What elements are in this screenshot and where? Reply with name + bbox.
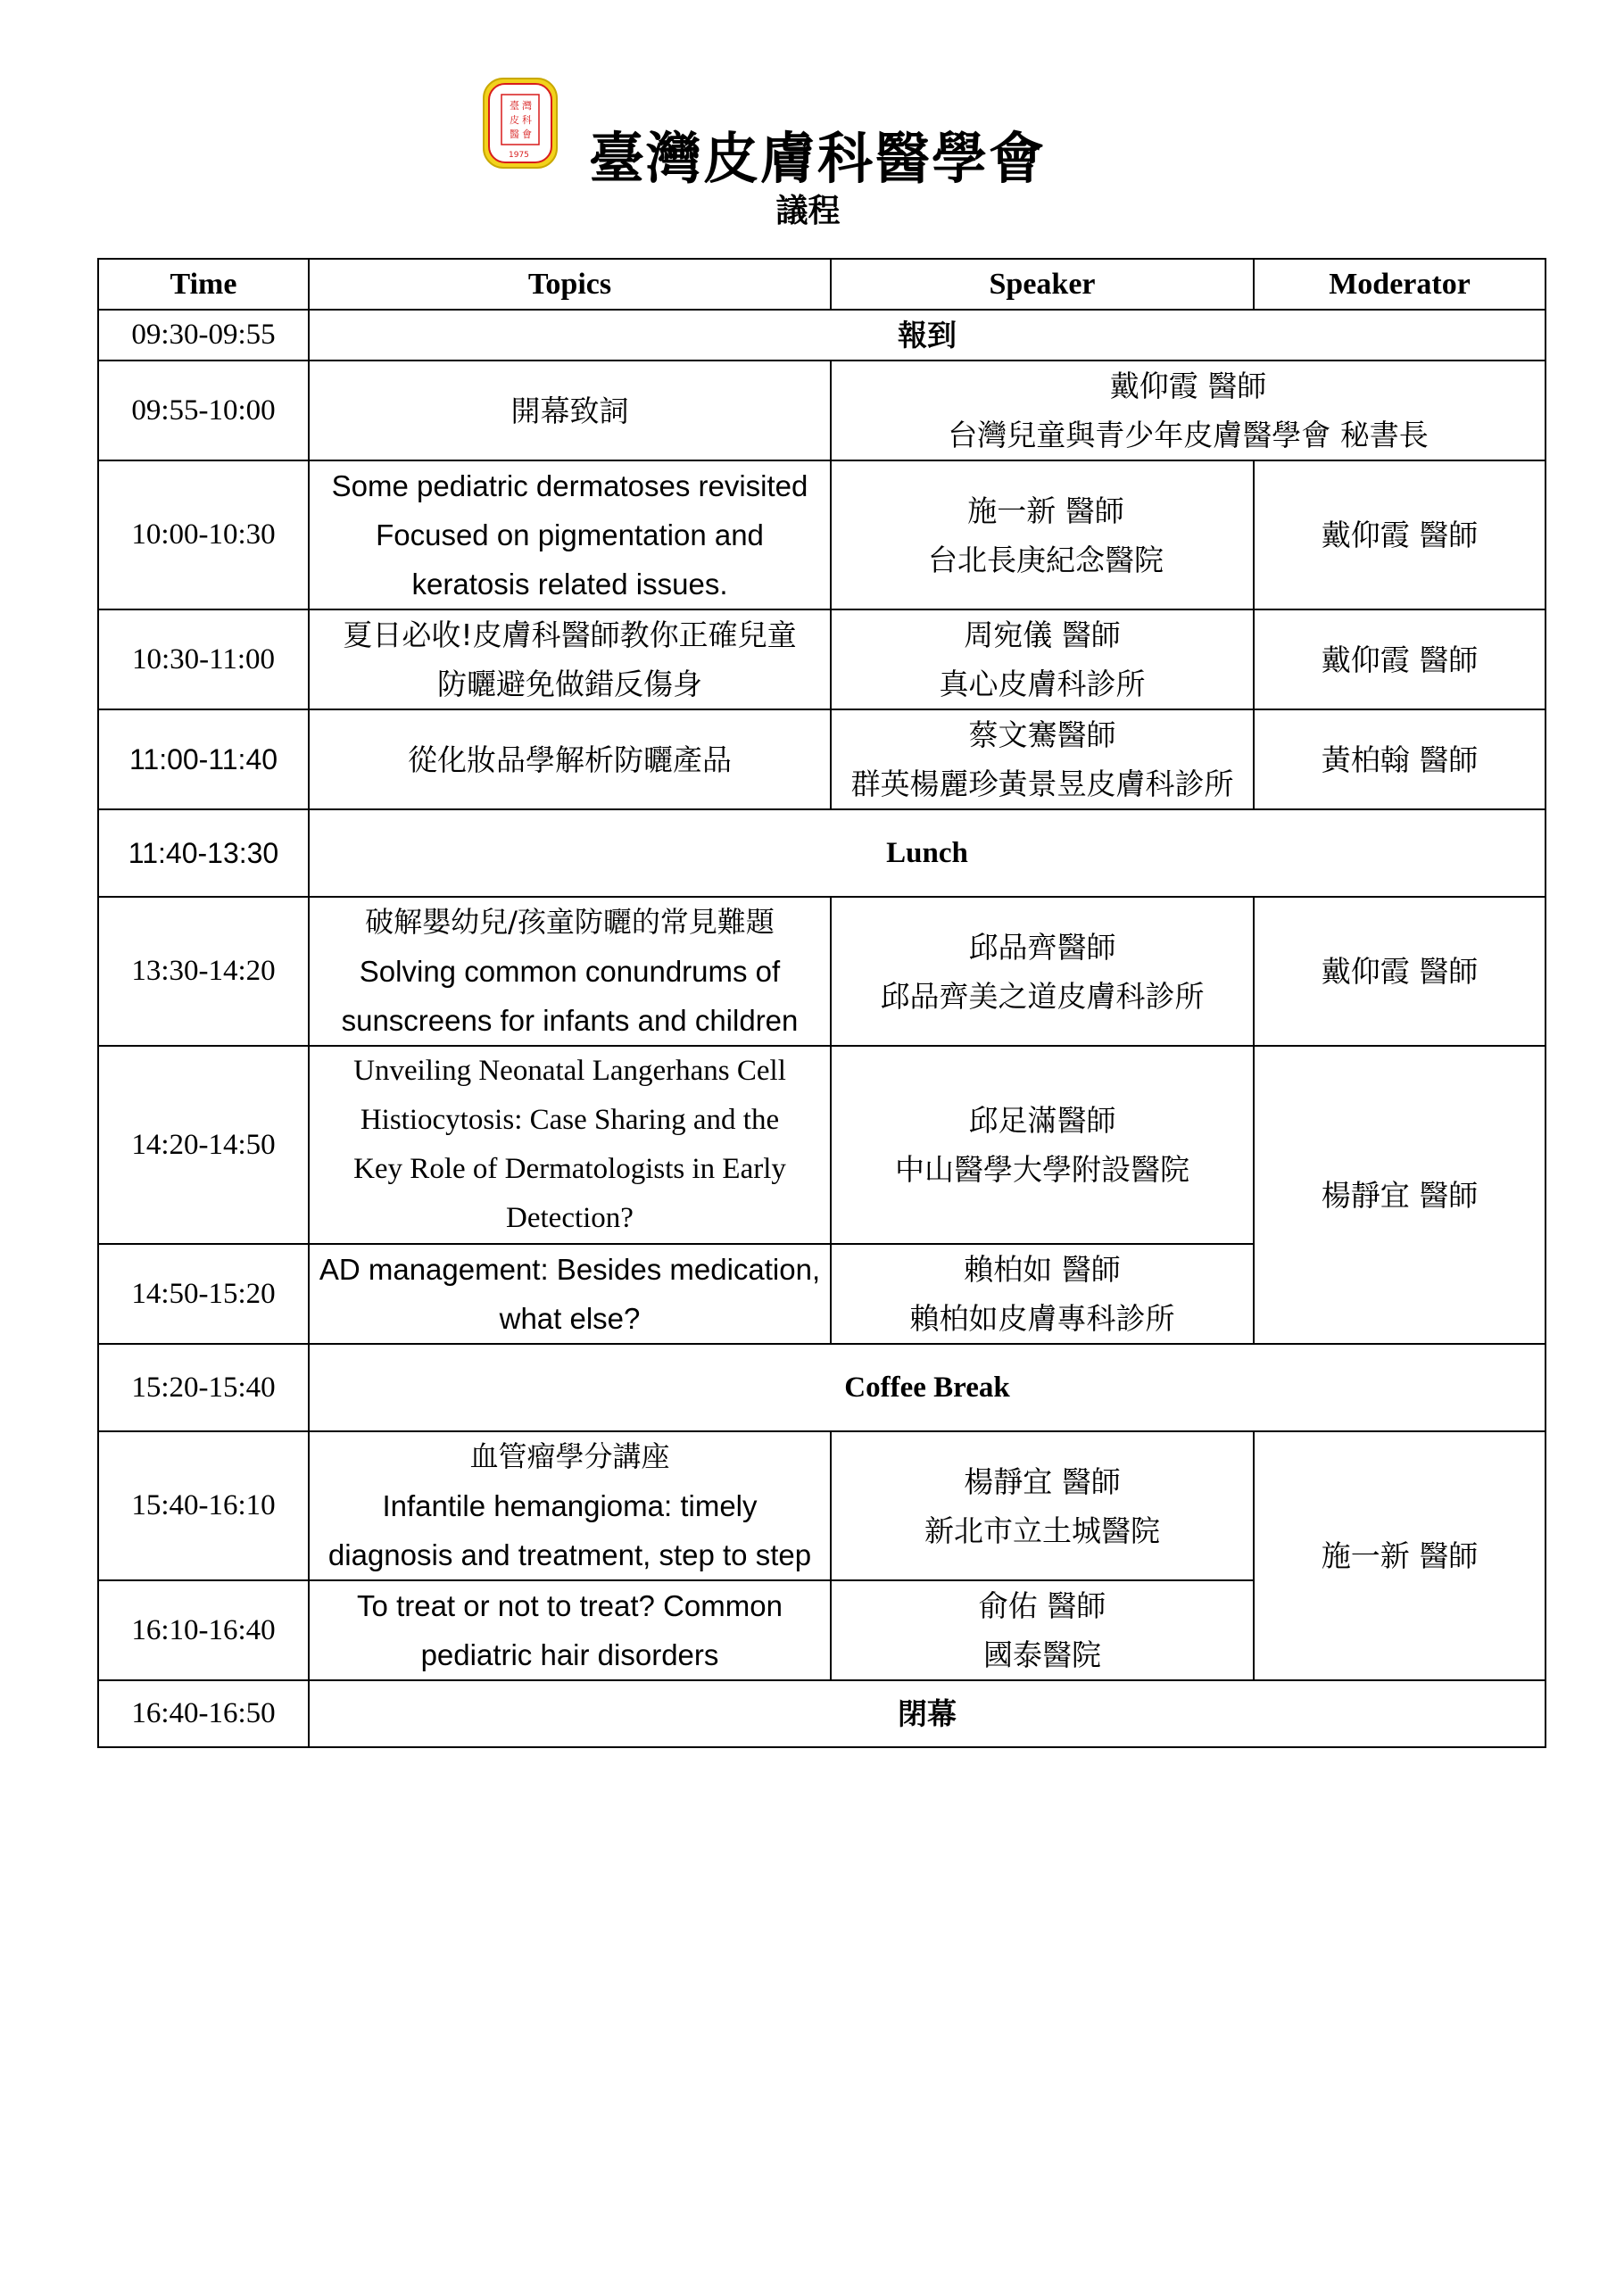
moderator-cell: 施一新 醫師: [1254, 1431, 1546, 1680]
table-row: [98, 809, 1546, 897]
table-row: [98, 460, 1546, 609]
lunch-cell: Lunch: [309, 809, 1546, 897]
time-cell: 10:30-11:00: [98, 609, 309, 709]
svg-text:醫: 醫: [510, 128, 519, 140]
speaker-affiliation: 中山醫學大學附設醫院: [895, 1152, 1189, 1187]
topic-line: To treat or not to treat? Common: [357, 1589, 783, 1622]
table-row: [98, 361, 1546, 460]
topic-cell: [309, 1046, 831, 1244]
svg-text:會: 會: [522, 128, 532, 140]
speaker-name: 戴仰霞 醫師: [1109, 369, 1267, 403]
speaker-name: 施一新 醫師: [967, 493, 1124, 528]
table-row: [98, 897, 1546, 1046]
topic-line: pediatric hair disorders: [420, 1638, 719, 1671]
speaker-affiliation: 賴柏如皮膚專科診所: [909, 1301, 1175, 1336]
speaker-cell: [831, 1046, 1254, 1244]
speaker-name: 賴柏如 醫師: [964, 1252, 1121, 1287]
coffee-break-cell: Coffee Break: [309, 1344, 1546, 1431]
speaker-cell: [831, 1580, 1254, 1680]
closing-cell: 閉幕: [309, 1680, 1546, 1747]
speaker-cell: [831, 361, 1546, 460]
topic-line: diagnosis and treatment, step to step: [327, 1538, 812, 1571]
topic-line: Some pediatric dermatoses revisited: [331, 469, 808, 502]
topic-line: AD management: Besides medication,: [319, 1253, 821, 1286]
speaker-affiliation: 台北長庚紀念醫院: [928, 542, 1164, 577]
topic-line: 從化妝品學解析防曬產品: [408, 742, 732, 777]
topic-line: 血管瘤學分講座: [469, 1439, 670, 1473]
speaker-affiliation: 台灣兒童與青少年皮膚醫學會 秘書長: [948, 418, 1429, 452]
time-cell: 14:50-15:20: [98, 1244, 309, 1344]
page-header: [0, 71, 1616, 241]
table-row: [98, 1046, 1546, 1244]
topic-line: sunscreens for infants and children: [341, 1004, 799, 1037]
time-cell: 14:20-14:50: [98, 1046, 309, 1244]
column-header-moderator: Moderator: [1254, 259, 1546, 310]
moderator-cell: 黃柏翰 醫師: [1254, 709, 1546, 809]
svg-text:灣: 灣: [522, 100, 532, 112]
moderator-cell: 戴仰霞 醫師: [1254, 897, 1546, 1046]
time-cell: 11:40-13:30: [98, 809, 309, 897]
moderator-cell: 戴仰霞 醫師: [1254, 460, 1546, 609]
topic-line: Solving common conundrums of: [359, 955, 781, 988]
speaker-name: 楊靜宜 醫師: [964, 1463, 1121, 1499]
time-cell: 09:30-09:55: [98, 310, 309, 361]
table-row: [98, 1344, 1546, 1431]
topic-line: Focused on pigmentation and: [376, 518, 764, 551]
time-cell: 10:00-10:30: [98, 460, 309, 609]
column-header-time: Time: [98, 259, 309, 310]
speaker-name: 俞佑 醫師: [978, 1588, 1106, 1623]
topic-line: 開幕致詞: [510, 393, 629, 428]
topic-cell: [309, 1244, 831, 1344]
topic-line: Unveiling Neonatal Langerhans Cell: [353, 1055, 786, 1087]
table-row: [98, 1680, 1546, 1747]
organization-title: 臺灣皮膚科醫學會: [589, 126, 1047, 191]
speaker-name: 邱品齊醫師: [968, 929, 1116, 965]
agenda-table: [97, 258, 1546, 1748]
topic-cell: [309, 897, 831, 1046]
agenda-subtitle: 議程: [775, 193, 841, 229]
speaker-affiliation: 邱品齊美之道皮膚科診所: [880, 978, 1205, 1014]
registration-cell: 報到: [309, 310, 1546, 361]
time-cell: 13:30-14:20: [98, 897, 309, 1046]
time-cell: 15:20-15:40: [98, 1344, 309, 1431]
speaker-affiliation: 真心皮膚科診所: [939, 667, 1146, 701]
speaker-cell: [831, 460, 1254, 609]
column-header-speaker: Speaker: [831, 259, 1254, 310]
speaker-affiliation: 新北市立土城醫院: [924, 1513, 1160, 1548]
time-cell: 15:40-16:10: [98, 1431, 309, 1580]
time-cell: 16:10-16:40: [98, 1580, 309, 1680]
speaker-cell: [831, 709, 1254, 809]
table-row: [98, 310, 1546, 361]
moderator-cell: 戴仰霞 醫師: [1254, 609, 1546, 709]
topic-line: Detection?: [506, 1202, 634, 1234]
topic-line: Infantile hemangioma: timely: [382, 1489, 758, 1522]
topic-line: Histiocytosis: Case Sharing and the: [360, 1104, 780, 1136]
speaker-name: 周宛儀 醫師: [964, 618, 1121, 652]
topic-cell: [309, 709, 831, 809]
topic-cell: [309, 609, 831, 709]
moderator-cell: 楊靜宜 醫師: [1254, 1046, 1546, 1344]
topic-cell: [309, 460, 831, 609]
speaker-cell: [831, 609, 1254, 709]
topic-cell: [309, 361, 831, 460]
topic-line: keratosis related issues.: [411, 568, 728, 601]
speaker-name: 邱足滿醫師: [968, 1103, 1116, 1138]
topic-cell: [309, 1431, 831, 1580]
svg-text:臺: 臺: [510, 100, 519, 112]
topic-cell: [309, 1580, 831, 1680]
column-header-topics: Topics: [309, 259, 831, 310]
svg-text:科: 科: [522, 114, 532, 126]
topic-line: 破解嬰幼兒/孩童防曬的常見難題: [365, 905, 775, 939]
topic-line: what else?: [499, 1302, 641, 1335]
table-header-row: [98, 259, 1546, 310]
topic-line: Key Role of Dermatologists in Early: [353, 1153, 786, 1185]
table-row: [98, 709, 1546, 809]
svg-text:1975: 1975: [509, 151, 529, 160]
speaker-name: 蔡文騫醫師: [968, 717, 1116, 752]
logo-seal-icon: [482, 77, 559, 170]
speaker-cell: [831, 1244, 1254, 1344]
table-row: [98, 609, 1546, 709]
topic-line: 防曬避免做錯反傷身: [437, 667, 702, 701]
time-cell: 09:55-10:00: [98, 361, 309, 460]
speaker-cell: [831, 1431, 1254, 1580]
table-row: [98, 1431, 1546, 1580]
time-cell: 16:40-16:50: [98, 1680, 309, 1747]
speaker-cell: [831, 897, 1254, 1046]
time-cell: 11:00-11:40: [98, 709, 309, 809]
svg-text:皮: 皮: [510, 114, 519, 126]
speaker-affiliation: 群英楊麗珍黃景昱皮膚科診所: [850, 767, 1234, 801]
topic-line: 夏日必收!皮膚科醫師教你正確兒童: [343, 618, 797, 652]
speaker-affiliation: 國泰醫院: [983, 1637, 1101, 1672]
association-logo: [482, 77, 559, 170]
